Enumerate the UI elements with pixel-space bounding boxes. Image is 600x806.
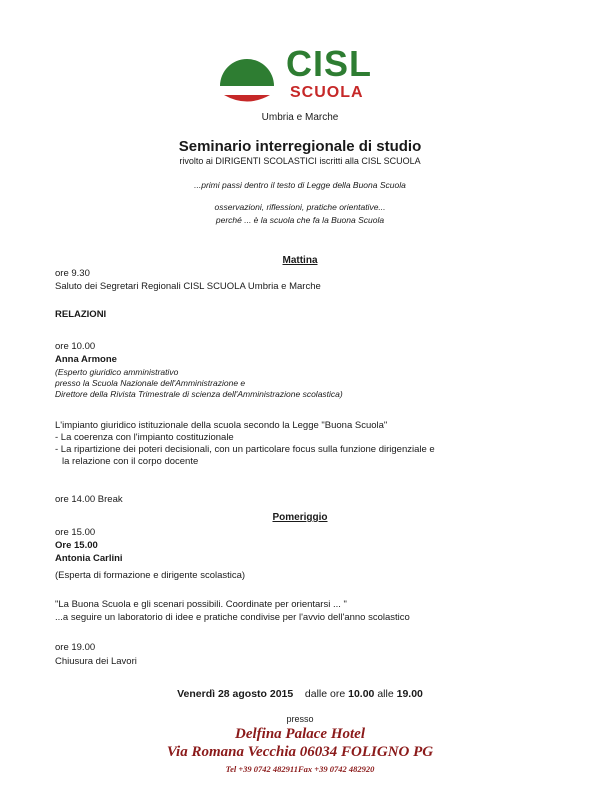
venue-address: Via Romana Vecchia 06034 FOLIGNO PG <box>166 744 434 760</box>
morning-time-2: ore 10.00 <box>55 341 96 352</box>
cisl-scuola-logo <box>214 44 394 108</box>
closing-text: Chiusura dei Lavori <box>55 656 137 667</box>
seminar-title: Seminario interregionale di studio <box>178 138 422 155</box>
afternoon-time-1-bold: Ore 15.00 <box>55 540 98 551</box>
afternoon-speaker: Antonia Carlini <box>55 553 123 564</box>
presso-label: presso <box>286 714 314 724</box>
morning-time-1: ore 9.30 <box>55 268 90 279</box>
cisl-logo-mark-icon <box>218 46 276 104</box>
tagline-3: perché ... è la scuola che fa la Buona Scuola <box>215 215 385 225</box>
venue-name: Delfina Palace Hotel <box>235 726 365 742</box>
event-date-line <box>0 688 600 700</box>
seminar-subtitle: rivolto ai DIRIGENTI SCOLASTICI iscritti alla CISL SCUOLA <box>179 156 421 166</box>
morning-point-2: - La ripartizione dei poteri decisionali, con un particolare focus sulla funzione dirigenziale e <box>55 444 435 455</box>
hours-prefix: dalle ore <box>304 688 346 700</box>
afternoon-speaker-role: (Esperta di formazione e dirigente scolastica) <box>55 570 246 581</box>
afternoon-topic-2: ...a seguire un laboratorio di idee e pratiche condivise per l'avvio dell'anno scolastico <box>55 612 410 623</box>
greeting-text: Saluto dei Segretari Regionali CISL SCUOLA Umbria e Marche <box>55 281 321 292</box>
hours-mid: alle <box>377 688 394 700</box>
venue-phone: Tel +39 0742 482911Fax +39 0742 482920 <box>225 764 375 774</box>
morning-speaker: Anna Armone <box>55 354 117 365</box>
region-label: Umbria e Marche <box>261 112 339 123</box>
tagline-1: ...primi passi dentro il testo di Legge della Buona Scuola <box>194 180 406 190</box>
speaker-role-2: presso la Scuola Nazionale dell'Amministrazione e <box>55 378 246 388</box>
hours-from: 10.00 <box>348 688 375 700</box>
afternoon-time-1: ore 15.00 <box>55 527 96 538</box>
morning-point-1: - La coerenza con l'impianto costituzionale <box>55 432 234 443</box>
tagline-2: osservazioni, riflessioni, pratiche orientative... <box>214 202 386 212</box>
afternoon-time-2: ore 19.00 <box>55 642 96 653</box>
speaker-role-3: Direttore della Rivista Trimestrale di scienza dell'Amministrazione scolastica) <box>55 389 343 399</box>
relazioni-heading: RELAZIONI <box>55 309 107 320</box>
break-time: ore 14.00 Break <box>55 494 123 505</box>
hours-to: 19.00 <box>396 688 423 700</box>
morning-topic: L'impianto giuridico istituzionale della scuola secondo la Legge "Buona Scuola" <box>55 420 388 431</box>
logo-sub: SCUOLA <box>290 84 364 101</box>
morning-heading: Mattina <box>282 255 318 266</box>
afternoon-heading: Pomeriggio <box>272 512 328 523</box>
logo-name: CISL <box>286 43 373 84</box>
speaker-role-1: (Esperto giuridico amministrativo <box>55 367 179 377</box>
morning-point-2b: la relazione con il corpo docente <box>62 456 199 467</box>
afternoon-topic-1: "La Buona Scuola e gli scenari possibili. Coordinate per orientarsi ... " <box>55 599 347 610</box>
event-date: Venerdì 28 agosto 2015 <box>177 688 294 700</box>
